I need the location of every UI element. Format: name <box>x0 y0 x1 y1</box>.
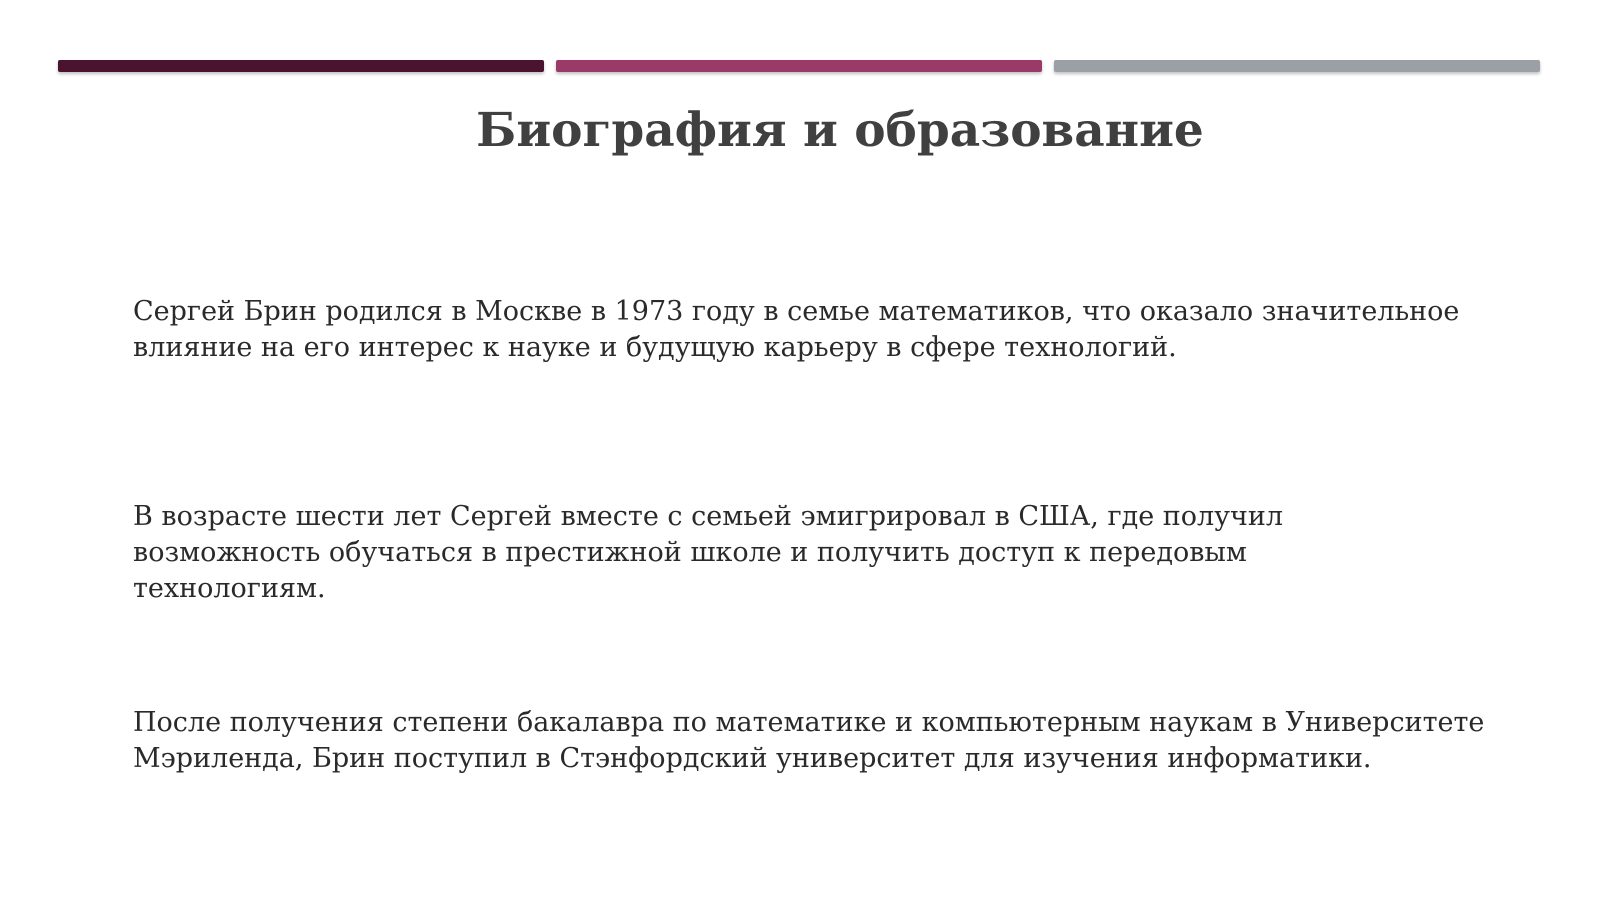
paragraph-education: После получения степени бакалавра по математике и компьютерным наукам в Университете Мэриленда, Брин поступил в Стэнфордский университет для изучения информатики. <box>133 707 1485 774</box>
accent-bar-magenta <box>556 60 1042 72</box>
slide-title: Биография и образование <box>476 103 1204 158</box>
accent-bar-dark <box>58 60 544 72</box>
accent-bar-gray <box>1054 60 1540 72</box>
paragraph-emigration: В возрасте шести лет Сергей вместе с семьей эмигрировал в США, где получил возможность обучаться в престижной школе и получить доступ к передовым технологиям. <box>133 501 1284 604</box>
paragraph-birth: Сергей Брин родился в Москве в 1973 году в семье математиков, что оказало значительное влияние на его интерес к науке и будущую карьеру в сфере технологий. <box>133 296 1460 363</box>
